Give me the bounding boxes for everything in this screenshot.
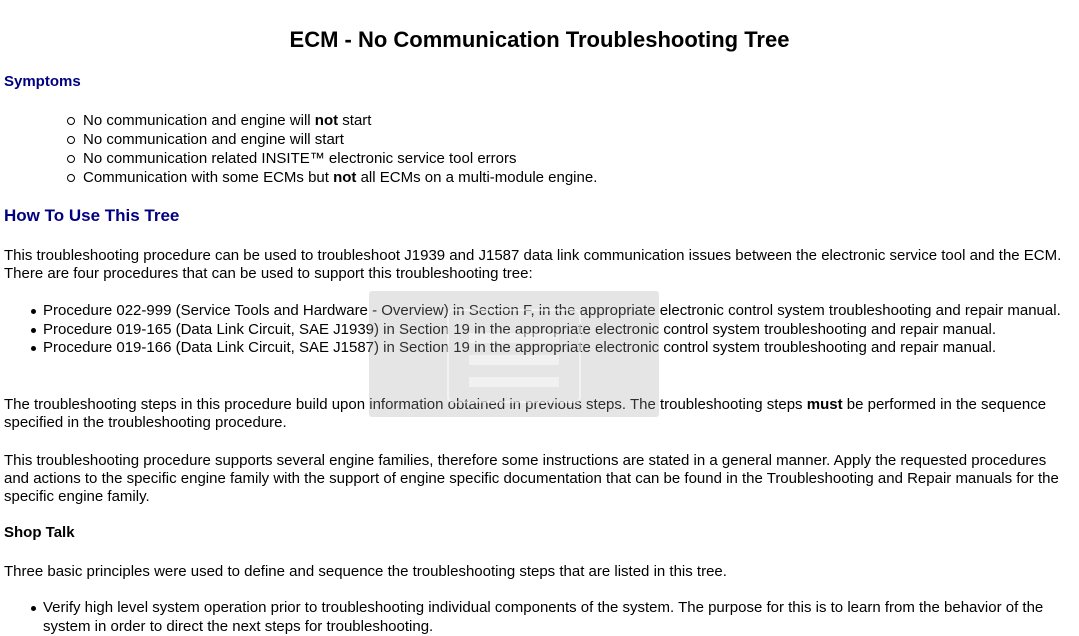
- how-to-heading: How To Use This Tree: [4, 206, 180, 225]
- circle-bullet-icon: [67, 174, 75, 182]
- bullet-icon: [31, 346, 36, 351]
- procedure-item: Procedure 019-166 (Data Link Circuit, SAE J1587) in Section 19 in the appropriate electronic control system troubleshooting and repair manual.: [29, 339, 1074, 358]
- symptoms-list: [64, 111, 597, 187]
- circle-bullet-icon: [67, 117, 75, 125]
- procedure-list: [29, 302, 1074, 358]
- symptom-item: No communication and engine will start: [64, 130, 597, 149]
- procedure-item: Procedure 019-165 (Data Link Circuit, SAE J1939) in Section 19 in the appropriate electronic control system troubleshooting and repair manual.: [29, 321, 1074, 340]
- procedure-item: Procedure 022-999 (Service Tools and Hardware - Overview) in Section F, in the appropriate electronic control system troubleshooting and repair manual.: [29, 302, 1074, 321]
- symptom-item: Communication with some ECMs but not all ECMs on a multi-module engine.: [64, 168, 597, 187]
- symptom-item: No communication related INSITE™ electronic service tool errors: [64, 149, 597, 168]
- symptoms-heading: Symptoms: [4, 73, 81, 90]
- shop-talk-intro: Three basic principles were used to define and sequence the troubleshooting steps that are listed in this tree.: [4, 563, 727, 580]
- steps-paragraph: The troubleshooting steps in this procedure build upon information obtained in previous steps. The troubleshooting steps must be performed in the sequence specified in the troubleshooting procedure.: [4, 396, 1047, 431]
- engine-families-paragraph: This troubleshooting procedure supports several engine families, therefore some instructions are stated in a general manner. Apply the requested procedures and actions to the specific engine family with the support of engine specific documentation that can be found in the Troubleshooting and Repair manuals for the specific engine family.: [4, 452, 1059, 505]
- principle-item: Verify high level system operation prior to troubleshooting individual components of the system. The purpose for this is to learn from the behavior of the system in order to direct the next steps for troubleshooting.: [29, 599, 1074, 636]
- circle-bullet-icon: [67, 136, 75, 144]
- bullet-icon: [31, 328, 36, 333]
- principles-list: [29, 599, 1074, 636]
- bullet-icon: [31, 309, 36, 314]
- how-to-intro: This troubleshooting procedure can be used to troubleshoot J1939 and J1587 data link communication issues between the electronic service tool and the ECM. There are four procedures that can be used to support this troubleshooting tree:: [4, 247, 1062, 282]
- page-title: ECM - No Communication Troubleshooting Tree: [289, 27, 790, 52]
- watermark-bar: [469, 377, 559, 387]
- bullet-icon: [31, 606, 36, 611]
- shop-talk-heading: Shop Talk: [4, 524, 75, 541]
- circle-bullet-icon: [67, 155, 75, 163]
- symptom-item: No communication and engine will not start: [64, 111, 597, 130]
